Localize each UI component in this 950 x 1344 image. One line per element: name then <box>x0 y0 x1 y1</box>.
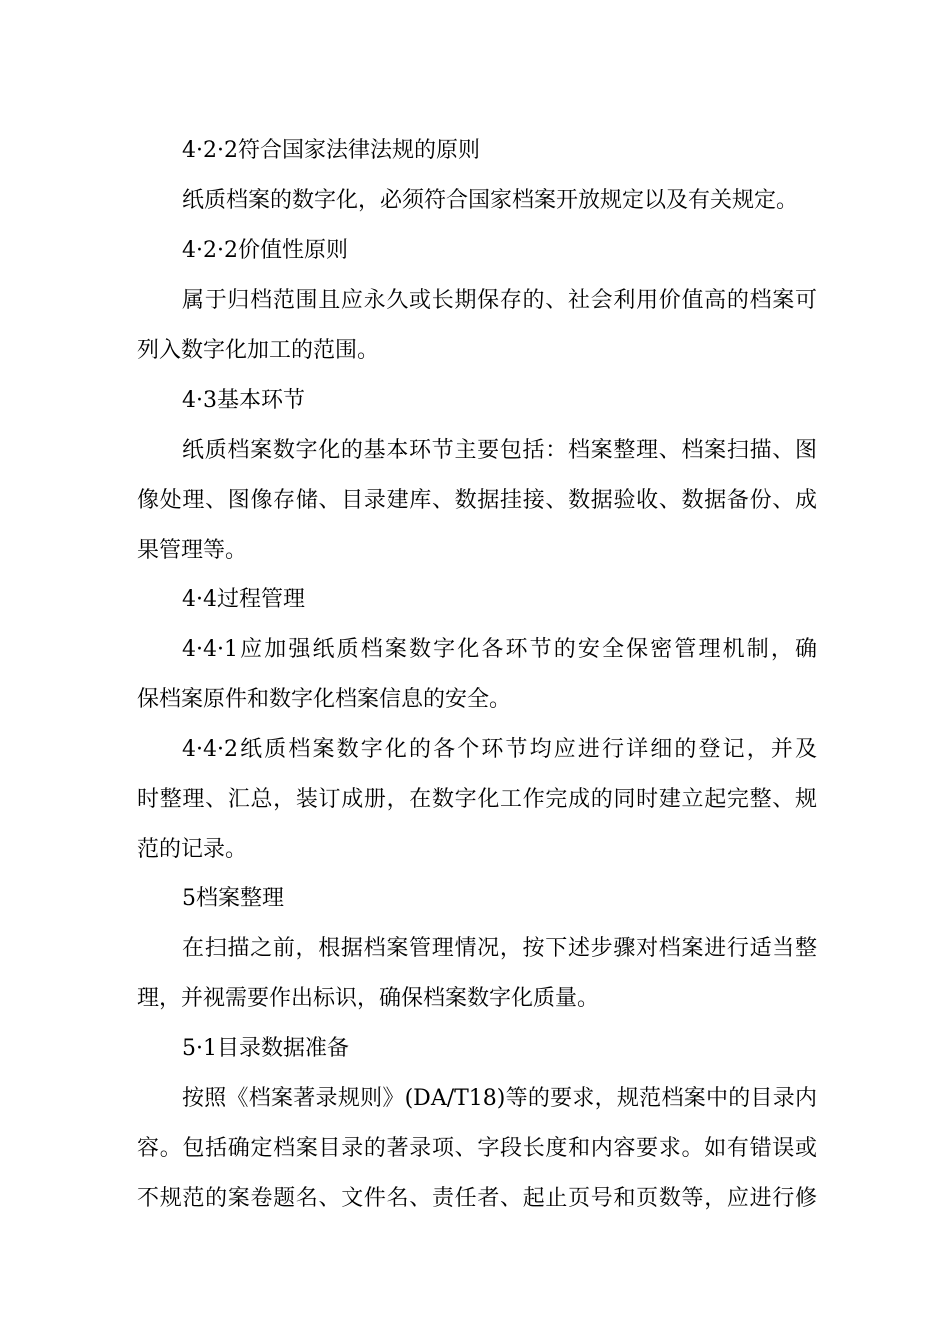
paragraph-line: 纸质档案的数字化，必须符合国家档案开放规定以及有关规定。 <box>182 188 799 213</box>
section-heading-4-3: 4·3基本环节 <box>182 388 305 413</box>
paragraph-line: 属于归档范围且应永久或长期保存的、社会利用价值高的档案可 <box>182 288 817 313</box>
section-heading-4-2-2-legal: 4·2·2符合国家法律法规的原则 <box>182 138 480 163</box>
paragraph-line: 4·4·2纸质档案数字化的各个环节均应进行详细的登记，并及 <box>182 737 817 762</box>
section-heading-4-2-2-value: 4·2·2价值性原则 <box>182 238 348 263</box>
paragraph-line: 按照《档案著录规则》(DA/T18)等的要求，规范档案中的目录内 <box>182 1086 817 1111</box>
paragraph-line: 不规范的案卷题名、文件名、责任者、起止页号和页数等，应进行修 <box>137 1186 817 1211</box>
section-heading-5: 5档案整理 <box>182 886 284 911</box>
paragraph-line: 果管理等。 <box>137 538 248 563</box>
paragraph-line: 在扫描之前，根据档案管理情况，按下述步骤对档案进行适当整 <box>182 936 817 961</box>
paragraph-line: 理，并视需要作出标识，确保档案数字化质量。 <box>137 986 600 1011</box>
paragraph-line: 纸质档案数字化的基本环节主要包括：档案整理、档案扫描、图 <box>182 438 817 463</box>
paragraph-line: 列入数字化加工的范围。 <box>137 338 380 363</box>
section-heading-5-1: 5·1目录数据准备 <box>182 1036 349 1061</box>
paragraph-line: 容。包括确定档案目录的著录项、字段长度和内容要求。如有错误或 <box>137 1136 817 1161</box>
section-heading-4-4: 4·4过程管理 <box>182 587 305 612</box>
paragraph-line: 保档案原件和数字化档案信息的安全。 <box>137 687 512 712</box>
paragraph-line: 4·4·1应加强纸质档案数字化各环节的安全保密管理机制，确 <box>182 637 817 662</box>
paragraph-line: 时整理、汇总，装订成册，在数字化工作完成的同时建立起完整、规 <box>137 787 817 812</box>
paragraph-line: 范的记录。 <box>137 837 248 862</box>
paragraph-line: 像处理、图像存储、目录建库、数据挂接、数据验收、数据备份、成 <box>137 488 817 513</box>
